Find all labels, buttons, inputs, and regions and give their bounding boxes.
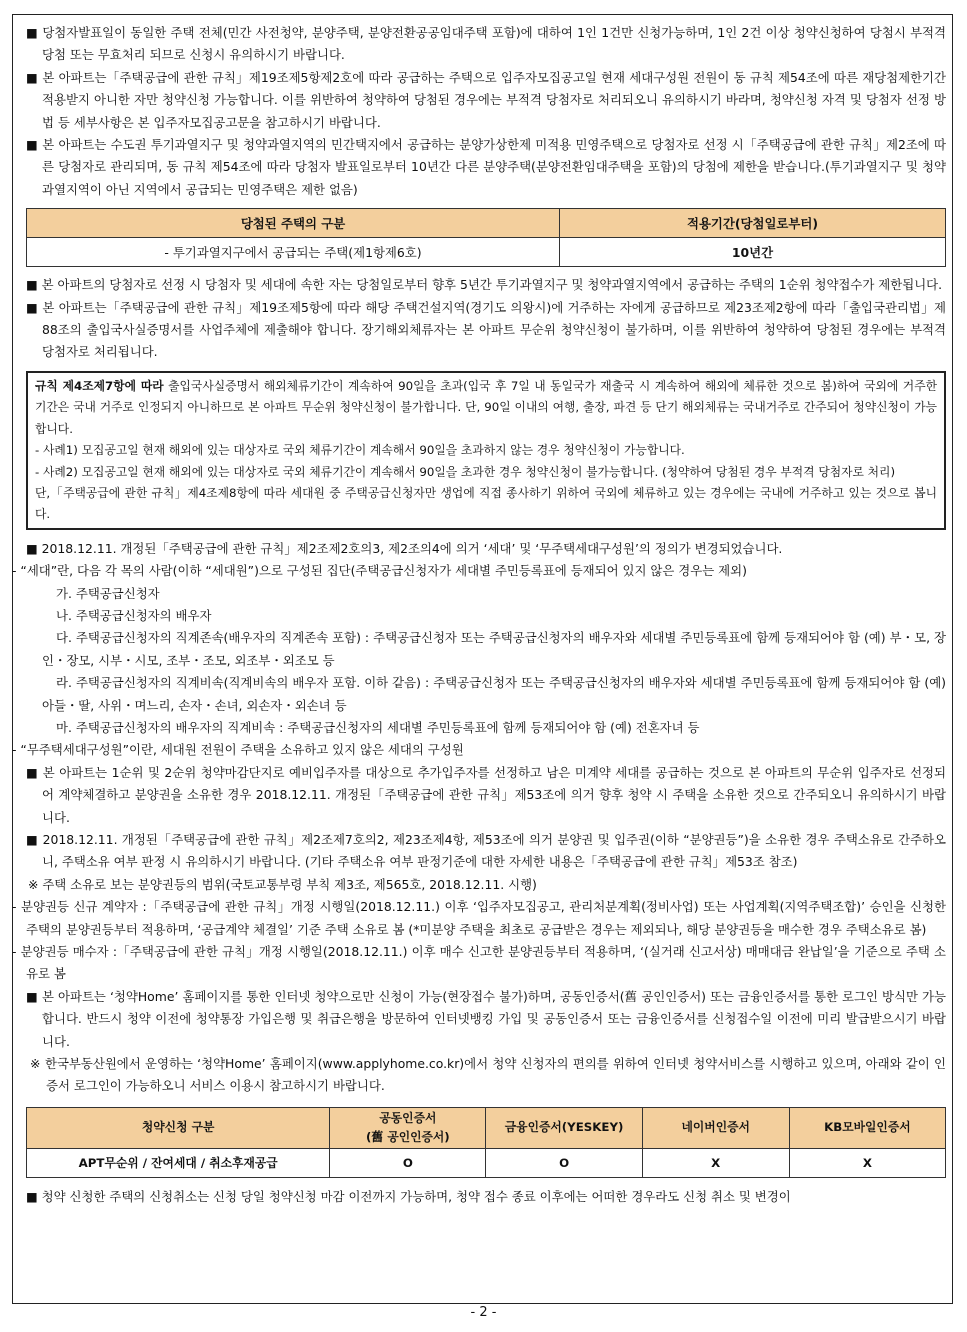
joint-cert-label: 공동인증서 [379,1110,437,1125]
cell-financial-certificate: O [486,1148,642,1177]
cell-house-type: - 투기과열지구에서 공급되는 주택(제1항제6호) [27,238,560,267]
cell-joint-certificate: O [330,1148,486,1177]
notice-residency-requirement: ■ 본 아파트는「주택공급에 관한 규칙」제19조제5항에 따라 해당 주택건설지역(경기도 의왕시)에 거주하는 자에게 공급하므로 제23조제2항에 따라「출입국관리법」제88조의 출입국사실증명서를 사업주체에 제출해야 합니다. 장기해외체류자는 본 아파트 무순위 청약신청이 불가하며, 이를 위반하여 청약하여 당첨된 경우에는 부적격 당첨자로 처리됩니다. [26,299,946,360]
household-member-d: 라. 주택공급신청자의 직계비속(직계비속의 배우자 포함. 이하 같음) : 주택공급신청자 또는 주택공급신청자의 배우자와 세대별 주민등록표에 함께 등재되어야 함 (예) 아들・딸, 사위・며느리, 손자・손녀, 외손자・외손녀 등 [42,675,946,713]
page-number: - 2 - [470,1305,497,1320]
notice-cancellation: ■ 청약 신청한 주택의 신청취소는 신청 당일 청약신청 마감 이전까지 가능하며, 청약 접수 종료 이후에는 어떠한 경우라도 신청 취소 및 변경이 [26,1188,791,1204]
household-member-e: 마. 주택공급신청자의 배우자의 직계비속 : 주택공급신청자의 세대별 주민등록표에 함께 등재되어야 함 (예) 전혼자녀 등 [56,719,700,735]
cell-period: 10년간 [560,238,946,267]
header-period: 적용기간(당첨일로부터) [560,209,946,238]
cell-kb-certificate: X [789,1148,945,1177]
table-header-row [27,1107,946,1148]
household-member-a: 가. 주택공급신청자 [56,585,160,601]
box-rule-lead: 규칙 제4조제7항에 따라 [35,378,164,393]
header-joint-certificate [330,1107,486,1148]
box-rule-text [35,376,937,440]
household-member-b: 나. 주택공급신청자의 배우자 [56,607,212,623]
notice-presale-ownership: ■ 본 아파트는 1순위 및 2순위 청약마감단지로 예비입주자를 대상으로 추가입주자를 선정하고 남은 미계약 세대를 공급하는 것으로 본 아파트의 무순위 입주자로 선정되어 계약체결하고 분양권을 소유한 경우 2018.12.11. 개정된「주택공급에 관한 규칙」제53조에 의거 향후 청약 시 주택을 소유한 것으로 간주되오니 유의하시기 바랍니다. [26,764,946,825]
presale-rights-scope: ※ 주택 소유로 보는 분양권등의 범위(국토교통부령 부칙 제3조, 제565호, 2018.12.11. 시행) [28,876,537,892]
household-member-c: 다. 주택공급신청자의 직계존속(배우자의 직계존속 포함) : 주택공급신청자 또는 주택공급신청자의 배우자와 세대별 주민등록표에 함께 등재되어야 함 (예) 부・모, 장인・장모, 시부・시모, 조부・조모, 외조부・외조모 등 [42,630,946,668]
box-case-1: - 사례1) 모집공고일 현재 해외에 있는 대상자로 국외 체류기간이 계속해서 90일을 초과하지 않는 경우 청약신청이 가능합니다. [35,443,685,458]
cell-naver-certificate: X [642,1148,789,1177]
table-row [27,238,946,267]
header-application-type: 청약신청 구분 [27,1107,330,1148]
homeless-member-definition: - “무주택세대구성원”이란, 세대원 전원이 주택을 소유하고 있지 않은 세대의 구성원 [12,742,464,758]
box-case-2: - 사례2) 모집공고일 현재 해외에 있는 대상자로 국외 체류기간이 계속해서 90일을 초과한 경우 청약신청이 불가능합니다. (청약하여 당첨된 경우 부적격 당첨자로 처리) [35,464,896,479]
notice-online-application: ■ 본 아파트는 ‘청약Home’ 홈페이지를 통한 인터넷 청약으로만 신청이 가능(현장접수 불가)하며, 공동인증서(舊 공인인증서) 또는 금융인증서를 통한 로그인 방식만 가능합니다. 반드시 청약 이전에 청약통장 가입은행 및 취급은행을 방문하여 인터넷뱅킹 가입 및 공동인증서 또는 금융인증서를 신청접수일 이전에 미리 발급받으시기 바랍니다. [26,988,946,1049]
notice-presale-rights: ■ 2018.12.11. 개정된「주택공급에 관한 규칙」제2조제7호의2, 제23조제4항, 제53조에 의거 분양권 및 입주권(이하 “분양권등”)을 소유한 경우 주택소유로 간주하오니, 주택소유 여부 판정 시 유의하시기 바랍니다. (기타 주택소유 여부 판정기준에 대한 자세한 내용은「주택공급에 관한 규칙」제53조 참조) [26,832,946,870]
header-house-type: 당첨된 주택의 구분 [27,209,560,238]
overseas-stay-box [26,371,946,530]
table-header-row [27,209,946,238]
joint-cert-sublabel: (舊 공인인증서) [366,1129,450,1144]
notice-win-restriction: ■ 본 아파트는 수도권 투기과열지구 및 청약과열지역의 민간택지에서 공급하는 분양가상한제 미적용 민영주택으로 당첨자로 선정 시「주택공급에 관한 규칙」제2조에 따른 당첨자로 관리되며, 동 규칙 제54조에 따라 당첨자 발표일로부터 10년간 다른 분양주택(분양전환임대주택을 포함)의 당첨에 제한을 받습니다.(투기과열지구 및 청약과열지역이 아닌 지역에서 공급되는 민영주택은 제한 없음) [26,137,946,197]
notice-household-definition: ■ 2018.12.11. 개정된「주택공급에 관한 규칙」제2조제2호의3, 제2조의4에 의거 ‘세대’ 및 ‘무주택세대구성원’의 정의가 변경되었습니다. [26,540,783,556]
header-kb-certificate: KB모바일인증서 [789,1107,945,1148]
notice-single-application: ■ 당첨자발표일이 동일한 주택 전체(민간 사전청약, 분양주택, 분양전환공공임대주택 포함)에 대하여 1인 1건만 신청가능하며, 1인 2건 이상 청약신청하여 당첨시 부적격 당첨 또는 무효처리 되므로 신청시 유의하시기 바랍니다. [26,25,946,63]
notice-first-rank-restriction: ■ 본 아파트의 당첨자로 선정 시 당첨자 및 세대에 속한 자는 당첨일로부터 향후 5년간 투기과열지구 및 청약과열지역에서 공급하는 주택의 1순위 청약접수가 제한됩니다. [26,277,943,293]
restriction-period-table [26,208,946,267]
document-body [12,22,946,1208]
certificate-login-table [26,1107,946,1178]
presale-new-contractor: - 분양권등 신규 계약자 :「주택공급에 관한 규칙」개정 시행일(2018.12.11.) 이후 ‘입주자모집공고, 관리처분계획(정비사업) 또는 사업계획(지역주택조합)’ 승인을 신청한 주택의 분양권등부터 적용하며, ‘공급계약 체결일’ 기준 주택 소유로 봄 (*미분양 주택을 최초로 공급받은 경우는 제외되나, 해당 분양권등을 매수한 경우 주택소유로 봄) [12,899,946,937]
household-definition: - “세대”란, 다음 각 목의 사람(이하 “세대원”)으로 구성된 집단(주택공급신청자가 세대별 주민등록표에 등재되어 있지 않은 경우는 제외) [12,563,747,579]
header-financial-certificate: 금융인증서(YESKEY) [486,1107,642,1148]
presale-buyer: - 분양권등 매수자 :「주택공급에 관한 규칙」개정 시행일(2018.12.11.) 이후 매수 신고한 분양권등부터 적용하며, ‘(실거래 신고서상) 매매대금 완납일’을 기준으로 주택 소유로 봄 [12,944,946,982]
cell-application-type: APT무순위 / 잔여세대 / 취소후재공급 [27,1148,330,1177]
notice-applyhome-service: ※ 한국부동산원에서 운영하는 ‘청약Home’ 홈페이지(www.applyhome.co.kr)에서 청약 신청자의 편의를 위하여 인터넷 청약서비스를 시행하고 있으며, 아래와 같이 인증서 로그인이 가능하오니 서비스 이용시 참고하시기 바랍니다. [30,1056,946,1094]
box-rule-body: 출입국사실증명서 해외체류기간이 계속하여 90일을 초과(입국 후 7일 내 동일국가 재출국 시 계속하여 해외에 체류한 것으로 봄)하여 국외에 거주한 기간은 국내 거주로 인정되지 아니하므로 본 아파트 무순위 청약신청이 불가합니다. 단, 90일 이내의 여행, 출장, 파견 등 단기 해외체류는 국내거주로 간주되어 청약신청이 가능합니다. [35,378,937,436]
table-row [27,1148,946,1177]
box-exception: 단,「주택공급에 관한 규칙」제4조제8항에 따라 세대원 중 주택공급신청자만 생업에 직접 종사하기 위하여 국외에 체류하고 있는 경우에는 국내에 거주하고 있는 것으로 봅니다. [35,485,937,522]
notice-rewin-restriction: ■ 본 아파트는「주택공급에 관한 규칙」제19조제5항제2호에 따라 공급하는 주택으로 입주자모집공고일 현재 세대구성원 전원이 동 규칙 제54조에 따른 재당첨제한기간 적용받지 아니한 자만 청약신청 가능합니다. 이를 위반하여 청약하여 당첨된 경우에는 부적격 당첨자로 처리되오니 유의하시기 바라며, 청약신청 자격 및 당첨자 선정 방법 등 세부사항은 본 입주자모집공고문을 참고하시기 바랍니다. [26,69,946,130]
header-naver-certificate: 네이버인증서 [642,1107,789,1148]
